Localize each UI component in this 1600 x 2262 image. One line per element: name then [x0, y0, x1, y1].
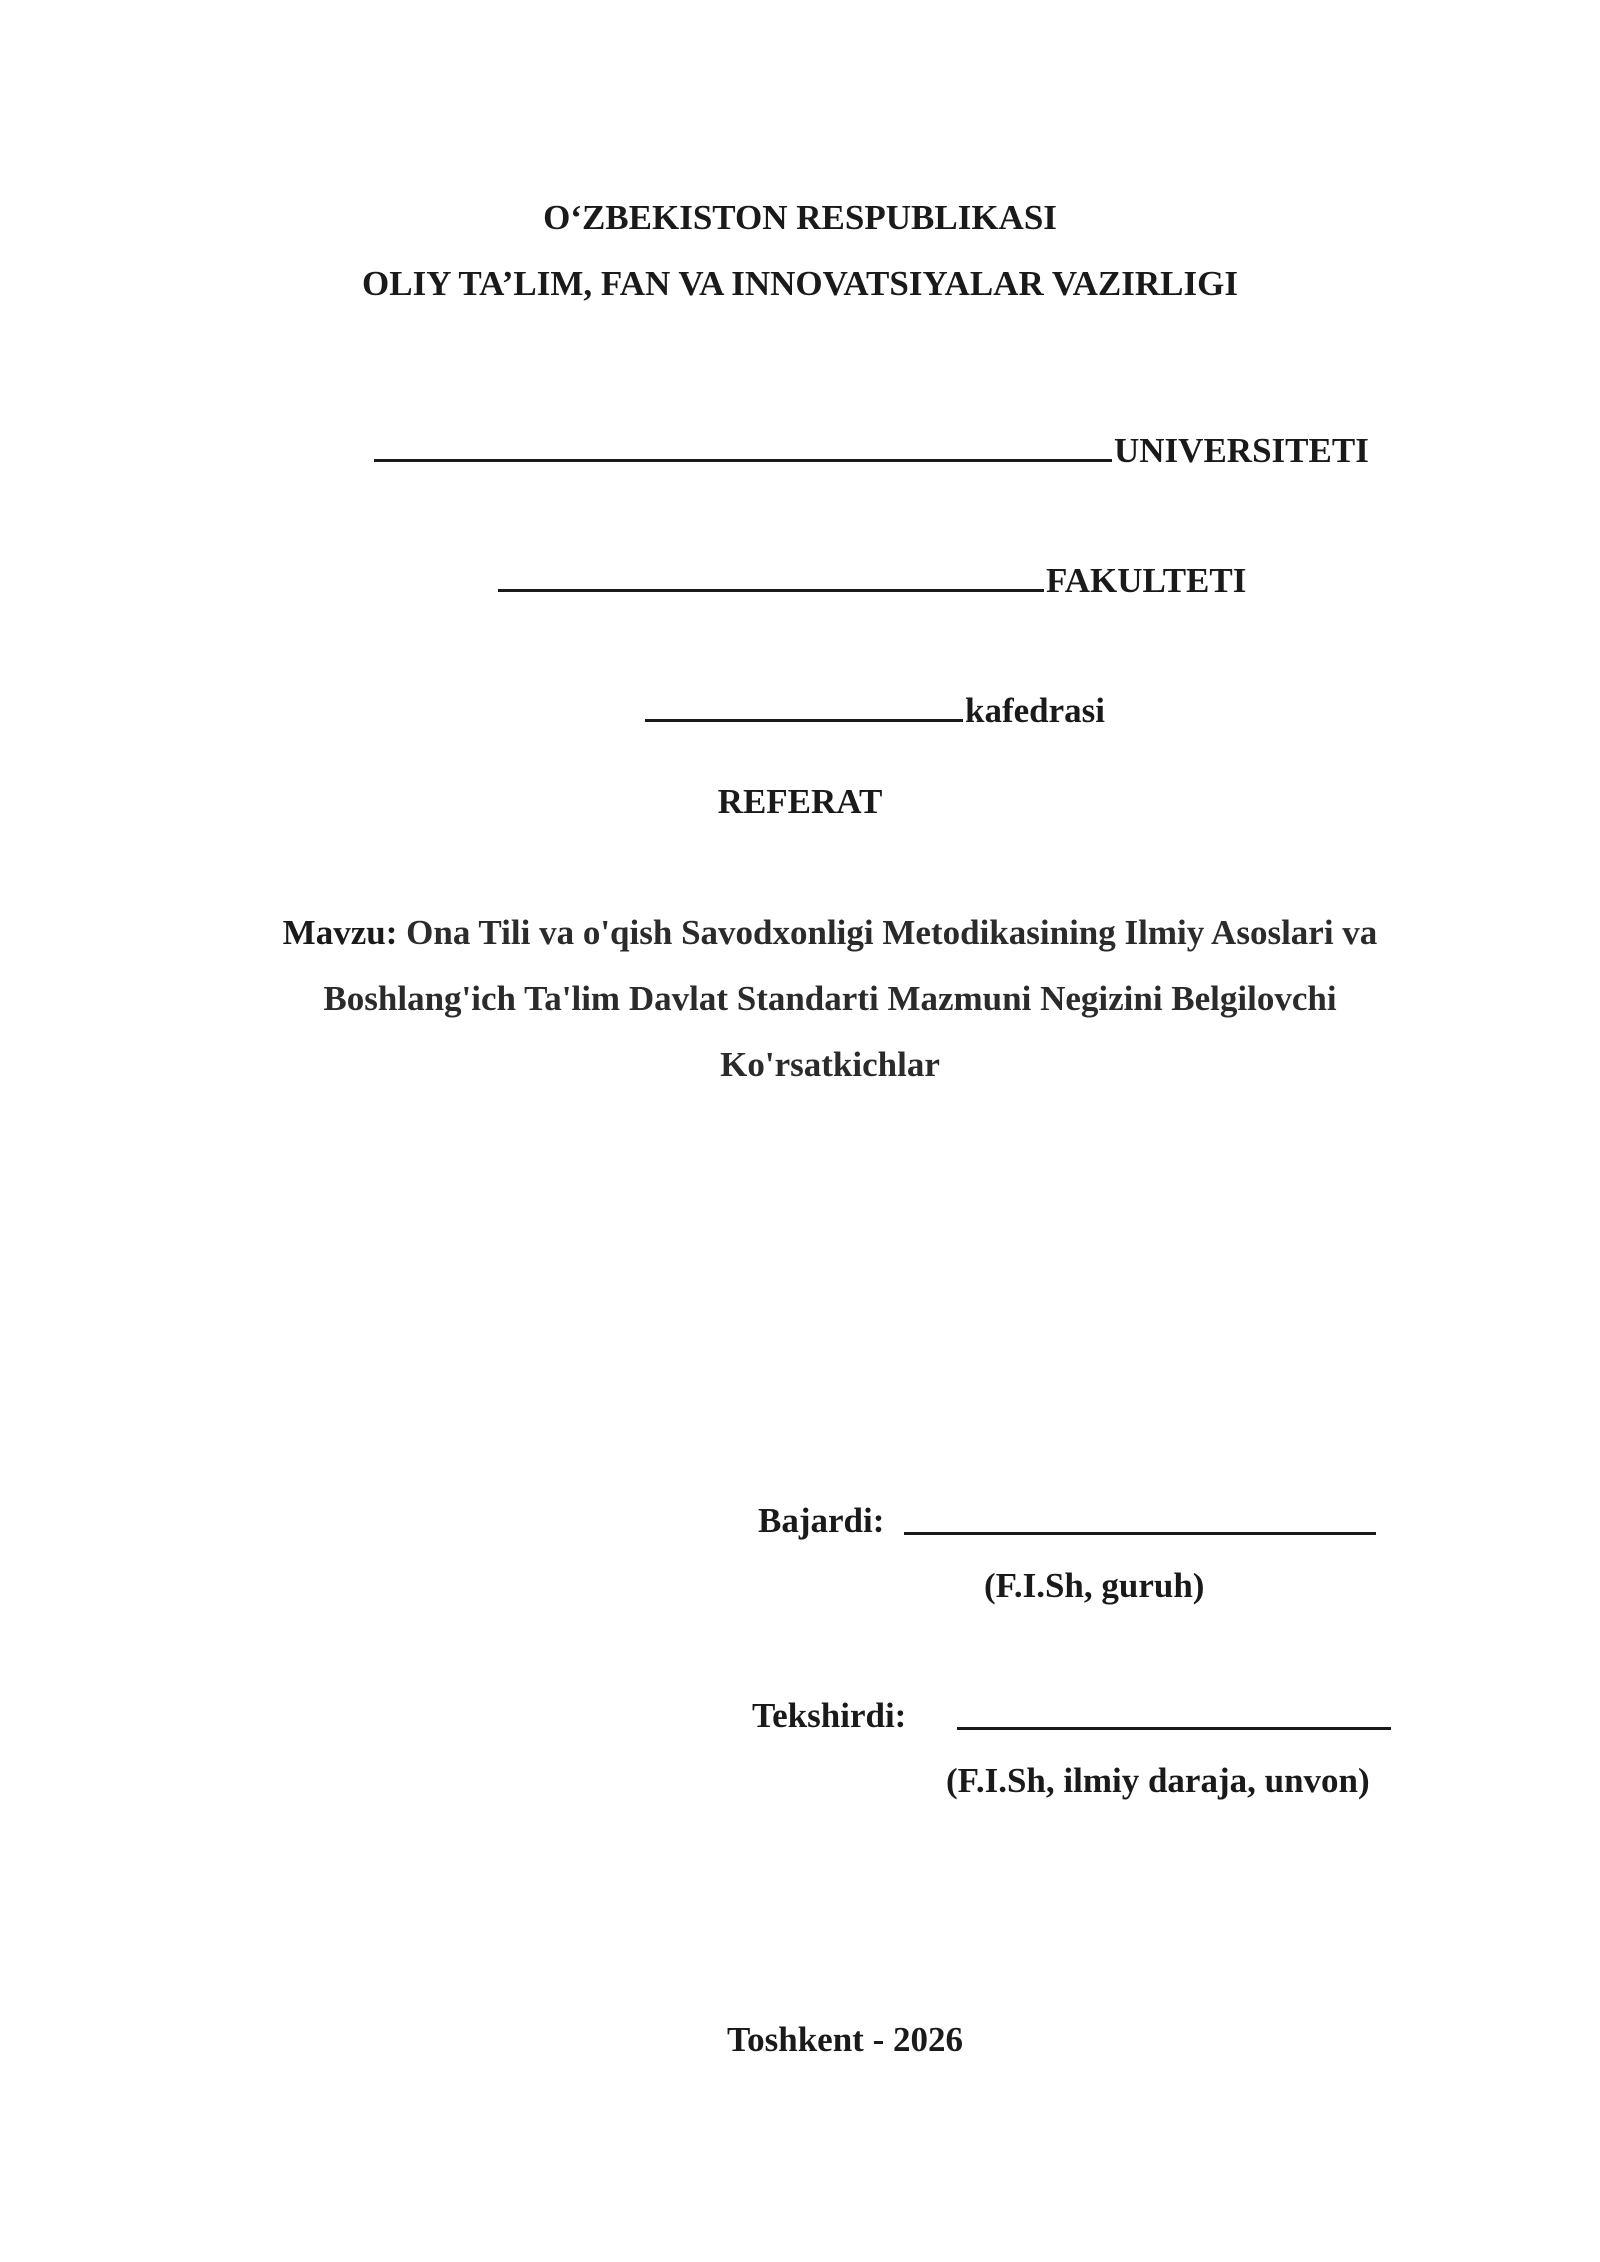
faculty-blank[interactable]	[498, 559, 1044, 592]
department-blank[interactable]	[645, 689, 963, 722]
performed-by-label: Bajardi:	[758, 1501, 885, 1540]
city-year: Toshkent - 2026	[727, 2020, 963, 2059]
performed-by-hint: (F.I.Sh, guruh)	[984, 1566, 1205, 1605]
university-blank[interactable]	[374, 429, 1112, 462]
university-label: UNIVERSITETI	[1114, 431, 1369, 470]
university-line	[339, 394, 1369, 503]
department-line	[610, 654, 1105, 763]
checked-by-label: Tekshirdi:	[752, 1696, 907, 1735]
topic-label: Mavzu:	[282, 913, 398, 952]
checked-by-hint: (F.I.Sh, ilmiy daraja, unvon)	[946, 1761, 1370, 1800]
faculty-label: FAKULTETI	[1046, 561, 1247, 600]
performed-by-field[interactable]	[904, 1530, 1376, 1535]
faculty-line	[463, 524, 1246, 633]
document-type: REFERAT	[717, 782, 883, 821]
department-label: kafedrasi	[965, 691, 1105, 730]
checked-by-field[interactable]	[957, 1725, 1391, 1730]
country-title: O‘ZBEKISTON RESPUBLIKASI	[543, 198, 1057, 237]
topic-text: Ona Tili va o'qish Savodxonligi Metodikasining Ilmiy Asoslari va Boshlang'ich Ta'lim Davlat Standarti Mazmuni Negizini Belgilovchi Ko'rsatkichlar	[323, 913, 1378, 1084]
topic-block	[270, 900, 1390, 1098]
ministry-title: OLIY TA’LIM, FAN VA INNOVATSIYALAR VAZIRLIGI	[362, 264, 1238, 303]
